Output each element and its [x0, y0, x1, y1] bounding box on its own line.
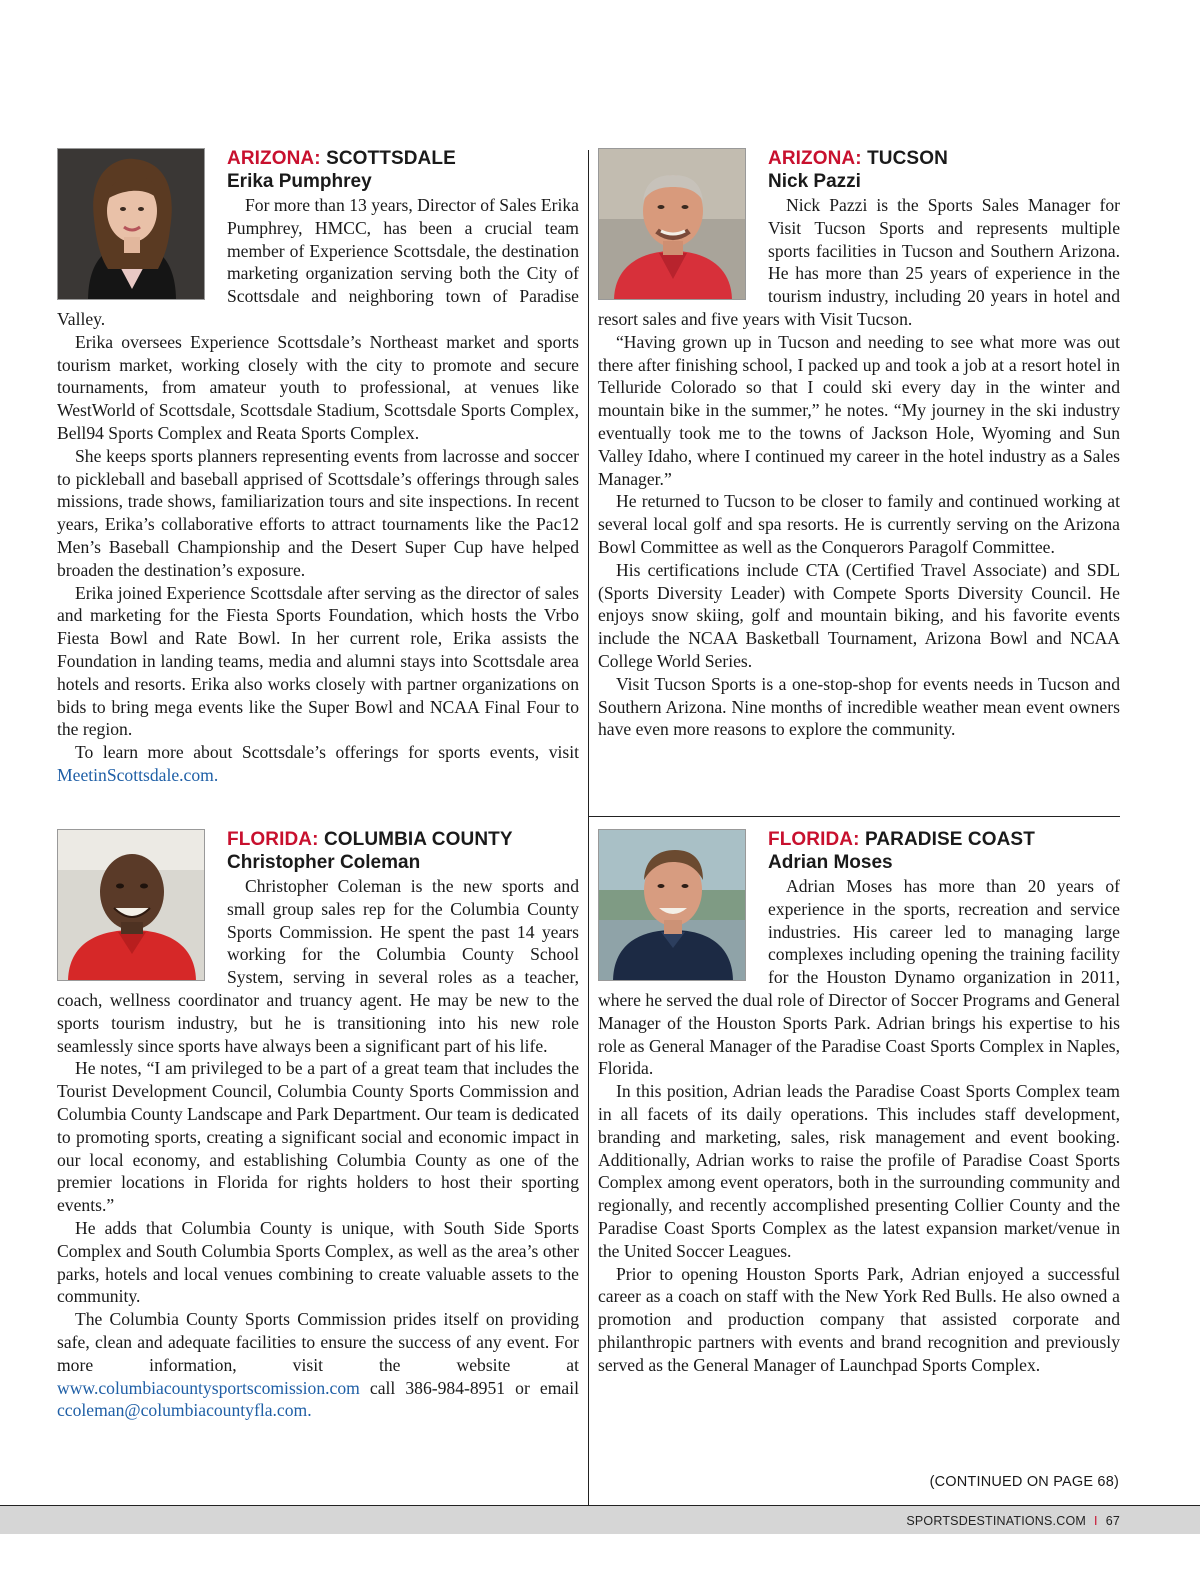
city-label: SCOTTSDALE: [326, 148, 456, 169]
photo-christopher-coleman: [57, 829, 205, 981]
closing-text: To learn more about Scottsdale’s offerings for sports events, visit: [75, 742, 579, 763]
page-number: 67: [1105, 1514, 1120, 1528]
paragraph: Erika joined Experience Scottsdale after serving as the director of sales and marketing for the Fiesta Sports Foundation, which hosts the Vrbo Fiesta Bowl and Rate Bowl. In her current role, Erika assists the Foundation in landing teams, media and alumni stays into Scottsdale area hotels and resorts. Erika also works closely with partner organizations on bids to bring mega events like the Super Bowl and NCAA Final Four to the region.: [57, 582, 579, 740]
paragraph-closing: [57, 1308, 579, 1422]
city-label: COLUMBIA COUNTY: [323, 829, 513, 850]
article-columbia-county: [57, 829, 579, 1422]
footer-separator: I: [1094, 1514, 1098, 1528]
columbia-website-link[interactable]: www.columbiacountysportscomission.com: [57, 1377, 360, 1398]
state-label: ARIZONA:: [768, 148, 862, 169]
contact-text: call 386-984-8951 or email: [369, 1377, 579, 1398]
article-tucson: [598, 148, 1120, 741]
scottsdale-website-link[interactable]: MeetinScottsdale.com.: [57, 764, 219, 785]
paragraph: His certifications include CTA (Certified Travel Associate) and SDL (Sports Diversity Leader) with Compete Sports Diversity Council. He enjoys snow skiing, golf and mountain biking, and his favorite events include the NCAA Basketball Tournament, Arizona Bowl and NCAA College World Series.: [598, 559, 1120, 671]
paragraph: Erika oversees Experience Scottsdale’s Northeast market and sports tourism market, working closely with the city to promote and secure tournaments, from amateur youth to professional, at venues like WestWorld of Scottsdale, Scottsdale Stadium, Scottsdale Sports Complex, Bell94 Sports Complex and Reata Sports Complex.: [57, 331, 579, 443]
photo-nick-pazzi: [598, 148, 746, 300]
person-name: Adrian Moses: [768, 852, 893, 873]
city-label: TUCSON: [867, 148, 948, 169]
row-divider-right: [589, 816, 1120, 817]
paragraph: For more than 13 years, Director of Sales Erika Pumphrey, HMCC, has been a crucial team member of Experience Scottsdale, the destination marketing organization serving both the City of Scottsdale and neighboring town of Paradise Valley.: [57, 195, 579, 329]
paragraph: “Having grown up in Tucson and needing to see what more was out there after finishing school, I packed up and took a job at a resort hotel in Telluride Colorado so that I could ski every day in the winter and mountain bike in the summer,” he notes. “My journey in the ski industry eventually took me to the towns of Jackson Hole, Wyoming and Sun Valley Idaho, where I continued my career in the hotel industry as a Sales Manager.”: [598, 331, 1120, 489]
paragraph: Prior to opening Houston Sports Park, Adrian enjoyed a successful career as a coach on staff with the New York Red Bulls. He also owned a promotion and production company that assisted corporate and philanthropic partners with events and brand recognition and previously served as the General Manager of Launchpad Sports Complex.: [598, 1263, 1120, 1375]
state-label: FLORIDA:: [227, 829, 319, 850]
person-name: Nick Pazzi: [768, 171, 861, 192]
person-name: Christopher Coleman: [227, 852, 421, 873]
paragraph: He adds that Columbia County is unique, with South Side Sports Complex and South Columbia Sports Complex, as well as the area’s other parks, hotels and local venues combining to create valuable assets to the community.: [57, 1217, 579, 1307]
continued-note: (CONTINUED ON PAGE 68): [929, 1474, 1119, 1490]
paragraph: Adrian Moses has more than 20 years of experience in the sports, recreation and service industries. His career led to managing large complexes including opening the training facility for the Houston Dynamo organization in 2011, where he served the dual role of Director of Soccer Programs and General Manager of the Houston Sports Park. Adrian brings his expertise to his role as General Manager of the Paradise Coast Sports Complex in Naples, Florida.: [598, 876, 1120, 1079]
state-label: ARIZONA:: [227, 148, 321, 169]
article-scottsdale: [57, 148, 579, 787]
footer: [906, 1514, 1120, 1528]
city-label: PARADISE COAST: [864, 829, 1035, 850]
paragraph: He notes, “I am privileged to be a part of a great team that includes the Tourist Development Council, Columbia County Sports Commission and Columbia County Landscape and Park Department. Our team is dedicated to promoting sports, creating a significant social and economic impact in our local economy, and establishing Columbia County as one of the premier locations in Florida for rights holders to host their sporting events.”: [57, 1058, 579, 1216]
person-name: Erika Pumphrey: [227, 171, 372, 192]
footer-site[interactable]: SPORTSDESTINATIONS.COM: [906, 1514, 1086, 1528]
paragraph: Nick Pazzi is the Sports Sales Manager for Visit Tucson Sports and represents multiple sports facilities in Tucson and Southern Arizona. He has more than 25 years of experience in the tourism industry, including 20 years in hotel and resort sales and five years with Visit Tucson.: [598, 195, 1120, 329]
column-divider-vertical: [588, 150, 589, 1505]
paragraph: She keeps sports planners representing events from lacrosse and soccer to pickleball and baseball apprised of Scottsdale’s offerings through sales missions, trade shows, familiarization tours and site inspections. In recent years, Erika’s collaborative efforts to attract tournaments like the Pac12 Men’s Baseball Championship and the Desert Super Cup have helped broaden the destination’s exposure.: [57, 445, 579, 580]
photo-erika-pumphrey: [57, 148, 205, 300]
state-label: FLORIDA:: [768, 829, 860, 850]
paragraph: In this position, Adrian leads the Paradise Coast Sports Complex team in all facets of its daily operations. This includes staff development, branding and marketing, sales, risk management and event booking. Additionally, Adrian works to raise the profile of Paradise Coast Sports Complex among event operators, both in the surrounding community and regionally, and recently accomplished presenting Collier County and the Paradise Coast Sports Complex as the latest expansion market/venue in the United Soccer Leagues.: [598, 1081, 1120, 1261]
article-paradise-coast: [598, 829, 1120, 1377]
photo-adrian-moses: [598, 829, 746, 981]
closing-text: The Columbia County Sports Commission prides itself on providing safe, clean and adequate facilities to ensure the success of any event. For more information, visit the website at: [57, 1309, 579, 1375]
paragraph: Christopher Coleman is the new sports and small group sales rep for the Columbia County Sports Commission. He spent the past 14 years working for the Columbia County School System, serving in several roles as a teacher, coach, wellness coordinator and truancy agent. He may be new to the sports tourism industry, but he is transitioning into his new role seamlessly since sports have always been a significant part of his life.: [57, 876, 579, 1056]
paragraph-closing: [57, 741, 579, 787]
paragraph: He returned to Tucson to be closer to family and continued working at several local golf and spa resorts. He is currently serving on the Arizona Bowl Committee as well as the Conquerors Paragolf Committee.: [598, 491, 1120, 557]
paragraph: Visit Tucson Sports is a one-stop-shop for events needs in Tucson and Southern Arizona. Nine months of incredible weather mean event owners have even more reasons to explore the community.: [598, 673, 1120, 740]
email-link[interactable]: ccoleman@columbiacountyfla.com.: [57, 1400, 312, 1421]
